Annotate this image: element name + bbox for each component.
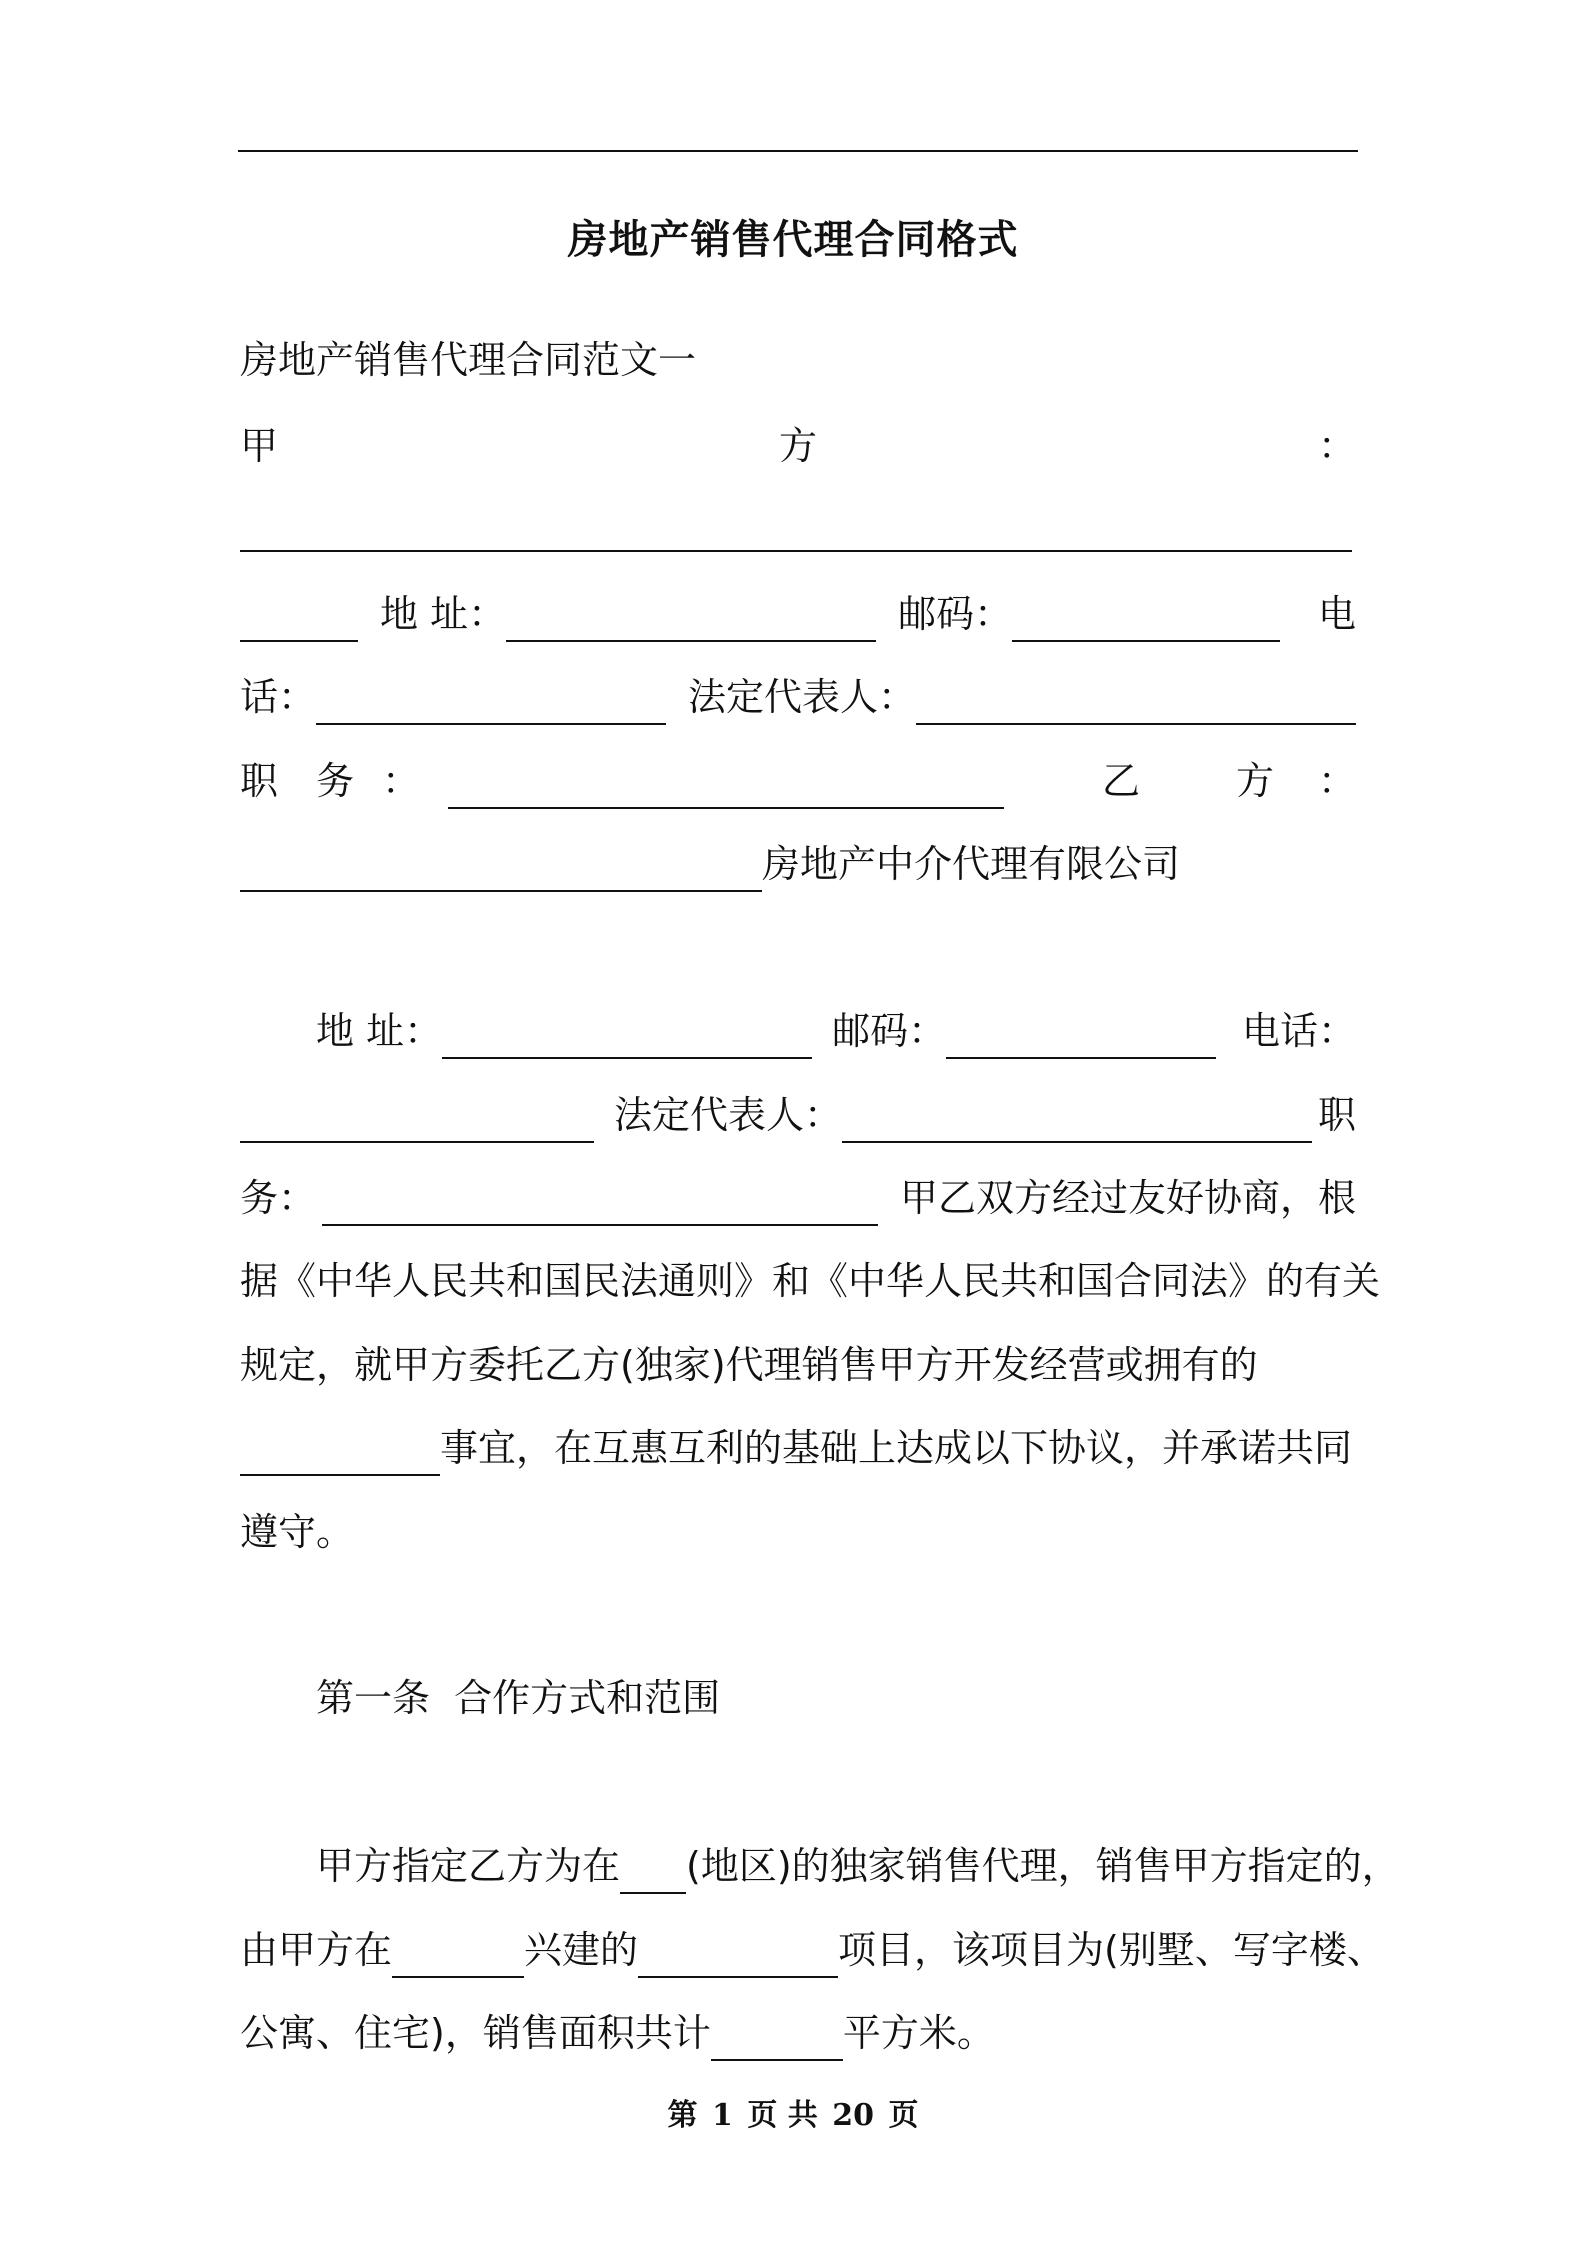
party-a-position-line xyxy=(240,753,1356,809)
party-a-name-blank xyxy=(240,550,1352,552)
preamble-line-1 xyxy=(240,1170,1356,1226)
party-a-position-blank xyxy=(448,763,1004,809)
party-a-address-label: 地 址： xyxy=(380,592,507,636)
party-a-colon: ： xyxy=(1317,424,1356,468)
header-rule xyxy=(238,150,1358,152)
preamble-line-3: 规定，就甲方委托乙方(独家)代理销售甲方开发经营或拥有的 xyxy=(240,1343,1258,1387)
article-1-heading: 第一条 合作方式和范围 xyxy=(316,1676,721,1720)
party-b-phone-blank xyxy=(240,1097,594,1143)
party-a-postcode-blank xyxy=(1012,596,1280,642)
article-1-line-2-b: 兴建的 xyxy=(524,1928,639,1972)
party-b-label-fang: 方 xyxy=(1235,759,1274,803)
preamble-line-4 xyxy=(240,1420,1356,1476)
article-1-line-3-b: 平方米。 xyxy=(842,2011,995,2055)
party-a-label-jia: 甲 xyxy=(240,424,279,468)
article-1-line-1-b: (地区)的独家销售代理，销售甲方指定的， xyxy=(686,1844,1400,1888)
party-b-colon: ： xyxy=(1317,759,1356,803)
party-b-address-line xyxy=(240,1003,1356,1059)
party-b-phone-label: 电话： xyxy=(1241,1009,1356,1053)
party-b-legal-rep-line xyxy=(240,1087,1356,1143)
party-a-name-blank-tail xyxy=(240,596,358,642)
location-blank xyxy=(392,1932,524,1978)
region-blank xyxy=(620,1848,686,1894)
page-number xyxy=(0,2090,1586,2134)
page-current: 1 xyxy=(712,2098,733,2133)
party-a-phone-label-1: 电 xyxy=(1317,592,1356,636)
project-name-blank xyxy=(240,1430,440,1476)
party-b-legal-rep-label: 法定代表人： xyxy=(614,1093,843,1137)
document-subtitle: 房地产销售代理合同范文一 xyxy=(240,338,697,382)
party-a-phone-blank xyxy=(316,679,666,725)
preamble-line-1-text: 甲乙双方经过友好协商，根 xyxy=(899,1176,1356,1220)
article-1-line-3-a: 公寓、住宅)，销售面积共计 xyxy=(240,2011,711,2055)
article-1-line-1-a: 甲方指定乙方为在 xyxy=(316,1844,621,1888)
party-b-company-line xyxy=(240,836,1356,892)
project-blank xyxy=(638,1932,838,1978)
page-prefix: 第 xyxy=(667,2098,698,2133)
article-1-line-1 xyxy=(240,1838,1400,1894)
party-b-company-blank xyxy=(240,846,762,892)
preamble-line-5: 遵守。 xyxy=(240,1510,355,1554)
party-b-address-label: 地 址： xyxy=(316,1009,443,1053)
party-a-legal-rep-label: 法定代表人： xyxy=(688,675,917,719)
party-a-position-colon: ： xyxy=(382,759,421,803)
party-b-position-label-2: 务： xyxy=(240,1176,317,1220)
preamble-line-2: 据《中华人民共和国民法通则》和《中华人民共和国合同法》的有关 xyxy=(240,1259,1381,1303)
party-a-legal-rep-blank xyxy=(916,679,1356,725)
party-b-label-yi: 乙 xyxy=(1101,759,1140,803)
article-1-line-2-c: 项目，该项目为(别墅、写字楼、 xyxy=(838,1928,1385,1972)
party-a-address-line xyxy=(240,586,1356,642)
party-b-legal-rep-blank xyxy=(842,1097,1312,1143)
area-blank xyxy=(711,2015,843,2061)
party-a-heading xyxy=(240,418,1356,474)
party-a-phone-label-2: 话： xyxy=(240,675,317,719)
page-mid: 页 共 xyxy=(747,2098,818,2133)
page-total: 20 xyxy=(832,2098,874,2133)
party-b-position-label-1: 职 xyxy=(1317,1093,1356,1137)
party-a-address-blank xyxy=(506,596,876,642)
party-a-position-label-1: 职 xyxy=(240,759,279,803)
party-b-company-suffix: 房地产中介代理有限公司 xyxy=(762,842,1181,886)
party-a-position-label-2: 务 xyxy=(316,759,355,803)
article-1-line-3 xyxy=(240,2005,1356,2061)
page-suffix: 页 xyxy=(888,2098,919,2133)
article-1-line-2 xyxy=(240,1922,1385,1978)
party-a-label-fang: 方 xyxy=(778,424,817,468)
document-title: 房地产销售代理合同格式 xyxy=(567,217,1019,263)
preamble-line-4-text: 事宜，在互惠互利的基础上达成以下协议，并承诺共同 xyxy=(440,1426,1353,1470)
party-a-phone-line xyxy=(240,669,1356,725)
party-b-position-blank xyxy=(322,1180,878,1226)
party-b-postcode-blank xyxy=(946,1013,1216,1059)
party-b-address-blank xyxy=(442,1013,812,1059)
party-a-postcode-label: 邮码： xyxy=(898,592,1013,636)
party-b-postcode-label: 邮码： xyxy=(832,1009,947,1053)
article-1-line-2-a: 由甲方在 xyxy=(240,1928,393,1972)
